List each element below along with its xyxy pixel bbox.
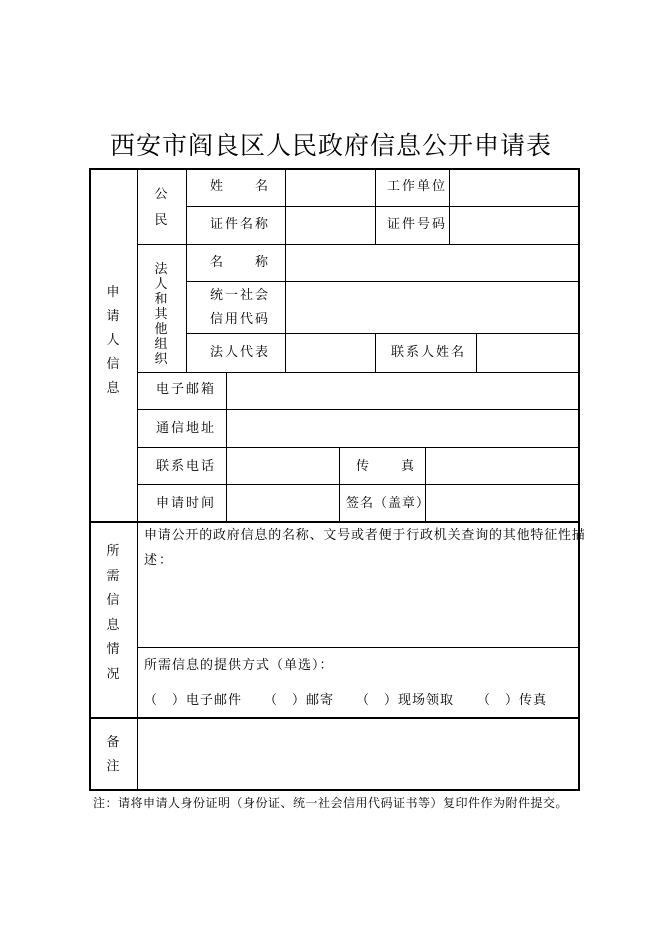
grid-line (375, 333, 376, 372)
grid-line (137, 169, 138, 789)
grid-line (137, 447, 579, 448)
grid-line (137, 409, 579, 410)
option-email[interactable]: （ ）电子邮件 (144, 693, 243, 708)
grid-line (186, 169, 187, 372)
page-title: 西安市阎良区人民政府信息公开申请表 (109, 131, 552, 160)
credit-code-label-line1: 统一社会 (210, 288, 271, 303)
grid-line (285, 169, 286, 372)
section-label-info-needed: 所需信息情况 (106, 544, 120, 682)
table-border-left (89, 168, 91, 791)
section-divider (89, 521, 580, 523)
grid-line (137, 244, 579, 245)
grid-line (137, 647, 579, 648)
section-divider (89, 717, 580, 719)
request-description-line2: 述： (144, 553, 175, 568)
grid-line (186, 206, 579, 207)
option-mail[interactable]: （ ）邮寄 (264, 693, 335, 708)
request-description-line1: 申请公开的政府信息的名称、文号或者便于行政机关查询的其他特征性描 (144, 528, 586, 543)
footnote: 注：请将申请人身份证明（身份证、统一社会信用代码证书等）复印件作为附件提交。 (93, 796, 569, 810)
delivery-method-label: 所需信息的提供方式（单选）： (144, 658, 334, 673)
email-label: 电子邮箱 (156, 382, 217, 397)
table-border-top (89, 168, 580, 170)
address-label: 通信地址 (156, 421, 217, 436)
fax-label: 传 真 (356, 459, 417, 474)
date-label: 申请时间 (156, 496, 217, 511)
id-number-label: 证件号码 (387, 217, 448, 232)
table-border-bottom (89, 789, 580, 791)
option-onsite-pickup[interactable]: （ ）现场领取 (356, 693, 455, 708)
grid-line (186, 281, 579, 282)
legal-rep-label: 法人代表 (210, 345, 271, 360)
grid-line (137, 484, 579, 485)
name-label: 姓 名 (210, 179, 271, 194)
grid-line (476, 333, 477, 372)
table-border-right (578, 168, 580, 791)
org-group-label: 法人和其他组织 (154, 262, 168, 367)
work-unit-label: 工作单位 (387, 179, 448, 194)
option-fax[interactable]: （ ）传真 (477, 693, 548, 708)
credit-code-label-line2: 信用代码 (210, 312, 271, 327)
contact-person-label: 联系人姓名 (391, 345, 467, 360)
org-name-label: 名 称 (210, 255, 271, 270)
grid-line (186, 333, 579, 334)
citizen-group-label: 公民 (154, 187, 168, 228)
signature-label: 签名（盖章） (346, 496, 431, 511)
id-name-label: 证件名称 (210, 217, 271, 232)
section-label-applicant: 申请人信息 (106, 285, 120, 396)
phone-label: 联系电话 (156, 459, 217, 474)
grid-line (137, 372, 579, 373)
section-label-remarks: 备注 (106, 735, 120, 774)
